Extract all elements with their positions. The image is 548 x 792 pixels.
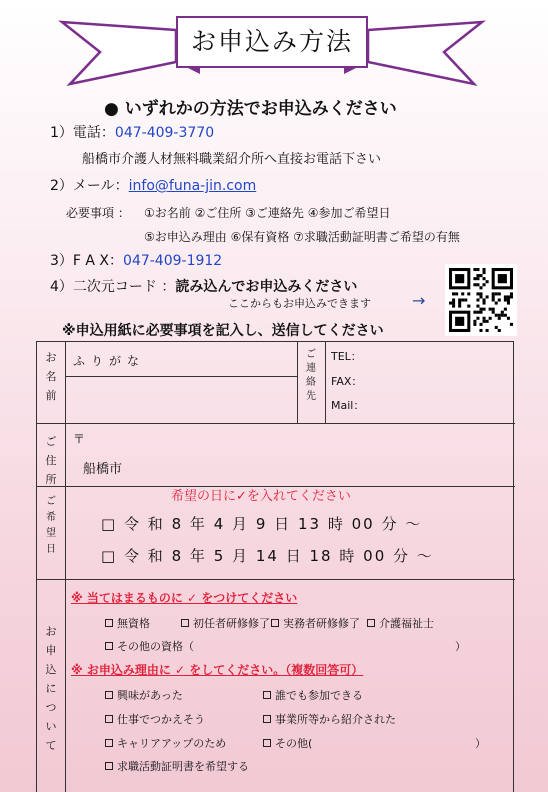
contact-label: ご連絡先 <box>306 349 316 402</box>
arrow-icon: → <box>412 291 426 310</box>
reason-interest-checkbox[interactable]: 興味があった <box>105 687 183 703</box>
qr-line: 4）二次元コード ：読み込んでお申込みください <box>50 279 358 295</box>
fax-field[interactable]: FAX： <box>331 375 363 388</box>
lead-text: ● いずれかの方法でお申込みください <box>104 99 397 119</box>
mail-line: 2）メール：info@funa-jin.com <box>50 178 257 194</box>
postal-mark[interactable]: 〒 <box>73 432 86 446</box>
date-option-2[interactable]: □ 令 和 8 年 5 月 14 日 18 時 00 分 ～ <box>101 547 434 565</box>
qual-other-close: ） <box>455 640 466 653</box>
mail-link[interactable]: info@funa-jin.com <box>128 178 257 194</box>
name-field[interactable] <box>67 378 295 422</box>
qualification-instruction: ※ 当てはまるものに ✓ をつけてください <box>71 591 298 605</box>
fax-line: 3）F A X：047-409-1912 <box>50 253 223 269</box>
mail-field[interactable]: Mail： <box>331 399 365 412</box>
required-items-line2: ⑤お申込み理由 ⑥保有資格 ⑦求職活動証明書ご希望の有無 <box>144 230 460 244</box>
reason-other-close: ） <box>475 737 486 750</box>
about-label: お申込について <box>45 625 57 752</box>
phone-number[interactable]: 047-409-3770 <box>114 125 215 141</box>
qr-note: ここからもお申込みできます <box>228 297 371 310</box>
qual-none-checkbox[interactable]: 無資格 <box>105 615 150 631</box>
required-items-label: 必要事項 ： <box>66 206 130 220</box>
address-label: ご住所 <box>45 435 57 486</box>
qual-care-worker-checkbox[interactable]: 介護福祉士 <box>367 615 434 631</box>
date-note: 希望の日に✓を入れてください <box>171 489 351 504</box>
tel-field[interactable]: TEL： <box>331 350 362 363</box>
reason-work-checkbox[interactable]: 仕事でつかえそう <box>105 711 205 727</box>
address-city[interactable]: 船橋市 <box>83 462 123 477</box>
fax-number[interactable]: 047-409-1912 <box>123 253 223 269</box>
reason-other-checkbox[interactable]: その他( <box>263 735 312 751</box>
reason-referral-checkbox[interactable]: 事業所等から紹介された <box>263 711 396 727</box>
page-title: お申込み方法 <box>176 16 368 68</box>
reason-instruction: ※ お申込み理由に ✓ をしてください。（複数回答可） <box>71 663 364 677</box>
phone-note: 船橋市介護人材無料職業紹介所へ直接お電話下さい <box>82 152 382 167</box>
date-label: ご希望日 <box>46 496 56 555</box>
furigana-label: ふりがな <box>73 354 146 368</box>
reason-anyone-checkbox[interactable]: 誰でも参加できる <box>263 687 363 703</box>
required-items-line1: ①お名前 ②ご住所 ③ご連絡先 ④参加ご希望日 <box>144 206 391 220</box>
qual-practitioner-checkbox[interactable]: 実務者研修修了 <box>271 615 360 631</box>
application-form <box>36 341 514 792</box>
date-option-1[interactable]: □ 令 和 8 年 4 月 9 日 13 時 00 分 ～ <box>101 515 423 533</box>
reason-career-checkbox[interactable]: キャリアアップのため <box>105 735 226 751</box>
qual-other-checkbox[interactable]: その他の資格（ <box>105 638 194 654</box>
phone-line: 1）電話：047-409-3770 <box>50 125 215 141</box>
reason-certificate-checkbox[interactable]: 求職活動証明書を希望する <box>105 758 249 774</box>
notice-text: ※申込用紙に必要事項を記入し、送信してください <box>62 323 384 339</box>
qr-code-icon[interactable] <box>445 264 517 336</box>
name-label: お名前 <box>45 351 57 402</box>
qual-beginner-checkbox[interactable]: 初任者研修修了 <box>181 615 270 631</box>
